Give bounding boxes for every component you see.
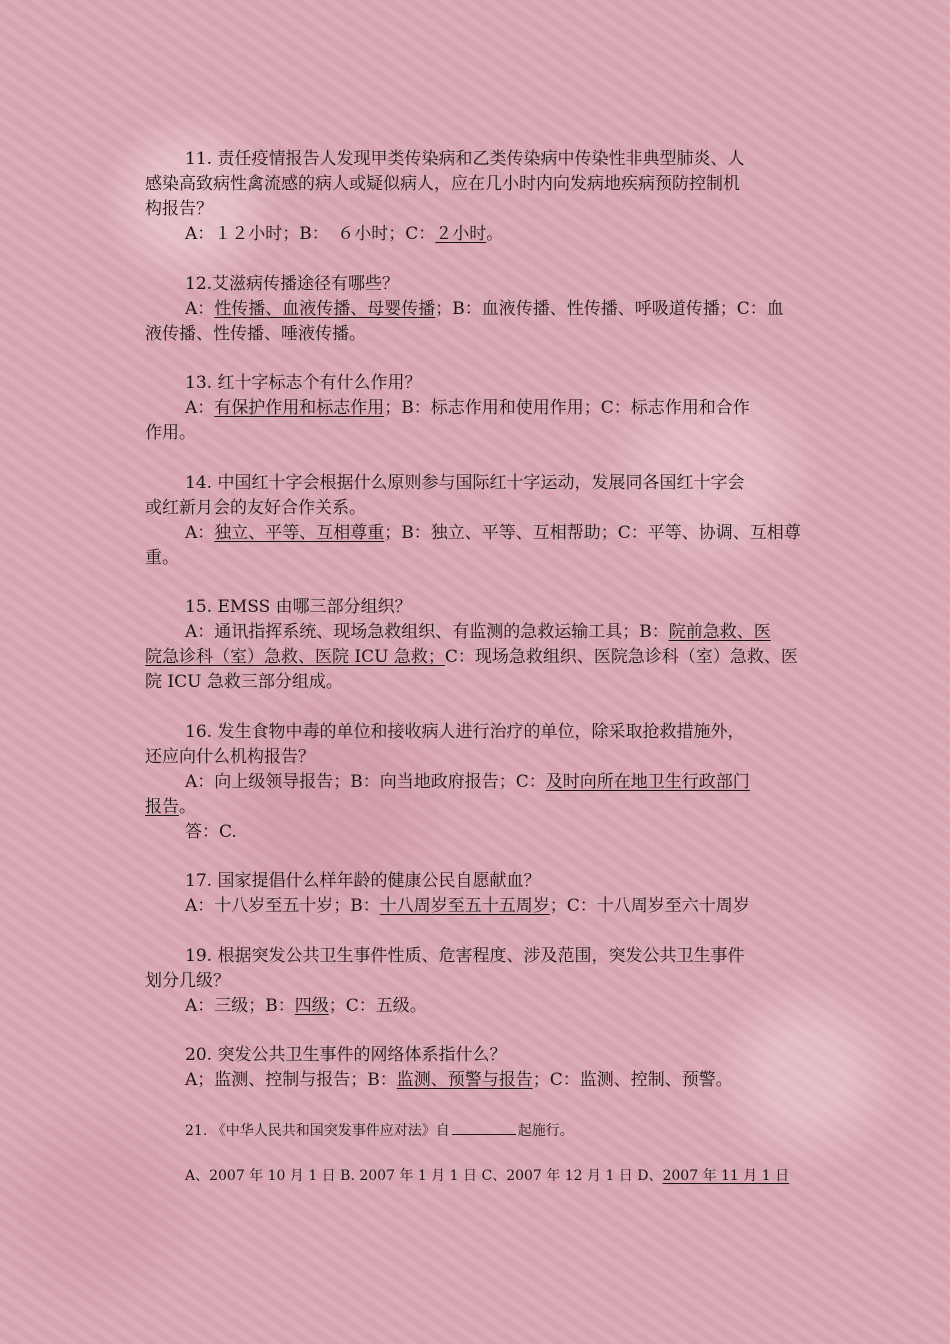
q15-title: 15. EMSS 由哪三部分组织？ <box>185 597 412 617</box>
q15-options-text: A：通讯指挥系统、现场急救组织、有监测的急救运输工具；B： <box>185 622 669 642</box>
q16-answer-line: 答：C. <box>185 822 237 842</box>
q16-line2: 还应向什么机构报告？ <box>145 747 315 767</box>
q19-answer: 四级 <box>294 996 329 1016</box>
q20-options-text: A；监测、控制与报告；B： <box>185 1070 397 1090</box>
q21-blank <box>452 1120 516 1135</box>
q11-line2: 感染高致病性禽流感的病人或疑似病人，应在几小时内向发病地疾病预防控制机 <box>145 174 740 194</box>
q11-options-end: 。 <box>486 224 504 244</box>
q16-options <box>185 770 807 795</box>
q19-line1: 19. 根据突发公共卫生事件性质、危害程度、涉及范围，突发公共卫生事件 <box>185 946 745 966</box>
q19-options-rest: ；C：五级。 <box>328 996 427 1016</box>
q20-options <box>185 1068 807 1093</box>
q16-options-text: A：向上级领导报告；B：向当地政府报告；C： <box>185 772 546 792</box>
q13-line3: 作用。 <box>145 423 196 443</box>
q20-answer: 监测、预警与报告 <box>396 1070 533 1090</box>
q19-options <box>185 994 807 1019</box>
q14-options <box>185 521 807 546</box>
q21-title-end: 起施行。 <box>517 1123 574 1139</box>
q12-options-rest: ；B：血液传播、性传播、呼吸道传播；C：血 <box>435 299 784 319</box>
q20-options-rest: ；C：监测、控制、预警。 <box>532 1070 733 1090</box>
q17-options-rest: ；C：十八周岁至六十周岁 <box>549 896 750 916</box>
q20-title: 20. 突发公共卫生事件的网络体系指什么？ <box>185 1045 507 1065</box>
q16-line4 <box>145 795 807 820</box>
q15-answer-part2: 院急诊科（室）急救、医院 ICU 急救； <box>145 647 445 667</box>
q15-line3 <box>145 645 807 670</box>
q17-title: 17. 国家提倡什么样年龄的健康公民自愿献血？ <box>185 871 541 891</box>
q11-line3: 构报告？ <box>145 199 213 219</box>
q12-options-text: A： <box>185 299 215 319</box>
q13-answer: 有保护作用和标志作用 <box>214 398 385 418</box>
q12-title: 12.艾滋病传播途径有哪些？ <box>185 274 400 294</box>
q19-options-text: A：三级；B： <box>185 996 295 1016</box>
q14-options-text: A： <box>185 523 215 543</box>
q11-options <box>185 222 807 247</box>
q14-answer: 独立、平等、互相尊重 <box>214 523 385 543</box>
q17-options <box>185 894 807 919</box>
q16-answer-part1: 及时向所在地卫生行政部门 <box>545 772 750 792</box>
q14-line2: 或红新月会的友好合作关系。 <box>145 498 366 518</box>
q12-options <box>185 297 807 322</box>
q19-line2: 划分几级？ <box>145 971 230 991</box>
q15-line4: 院 ICU 急救三部分组成。 <box>145 672 343 692</box>
q15-options-rest: C：现场急救组织、医院急诊科（室）急救、医 <box>444 647 798 667</box>
q15-options <box>185 620 807 645</box>
q12-answer: 性传播、血液传播、母婴传播 <box>214 299 436 319</box>
q13-title: 13. 红十字标志个有什么作用？ <box>185 373 422 393</box>
q11-line1: 11. 责任疫情报告人发现甲类传染病和乙类传染病中传染性非典型肺炎、人 <box>185 149 745 169</box>
q14-line4: 重。 <box>145 548 179 568</box>
q21-answer: 2007 年 11 月 1 日 <box>662 1168 790 1184</box>
q11-options-text: A：１２小时；B： ６小时；C： <box>185 224 436 244</box>
q12-line3: 液传播、性传播、唾液传播。 <box>145 324 366 344</box>
q16-line4-end: 。 <box>179 797 196 817</box>
q17-options-text: A：十八岁至五十岁；B： <box>185 896 380 916</box>
q13-options <box>185 396 807 421</box>
q14-options-rest: ；B：独立、平等、互相帮助；C：平等、协调、互相尊 <box>384 523 801 543</box>
q13-options-text: A： <box>185 398 215 418</box>
q15-answer-part1: 院前急救、医 <box>668 622 771 642</box>
q14-line1: 14. 中国红十字会根据什么原则参与国际红十字运动，发展同各国红十字会 <box>185 473 745 493</box>
q13-options-rest: ；B：标志作用和使用作用；C：标志作用和合作 <box>384 398 750 418</box>
q21-title-text: 21. 《中华人民共和国突发事件应对法》自 <box>185 1123 450 1139</box>
q21-options <box>185 1164 807 1189</box>
q16-answer-part2: 报告 <box>145 797 179 817</box>
q17-answer: 十八周岁至五十五周岁 <box>379 896 550 916</box>
q21-title <box>185 1119 807 1144</box>
q21-options-text: A、2007 年 10 月 1 日 B. 2007 年 1 月 1 日 C、2007 年 12 月 1 日 D、 <box>185 1168 663 1184</box>
q11-answer: ２小时 <box>435 224 487 244</box>
q16-line1: 16. 发生食物中毒的单位和接收病人进行治疗的单位，除采取抢救措施外， <box>185 722 745 742</box>
